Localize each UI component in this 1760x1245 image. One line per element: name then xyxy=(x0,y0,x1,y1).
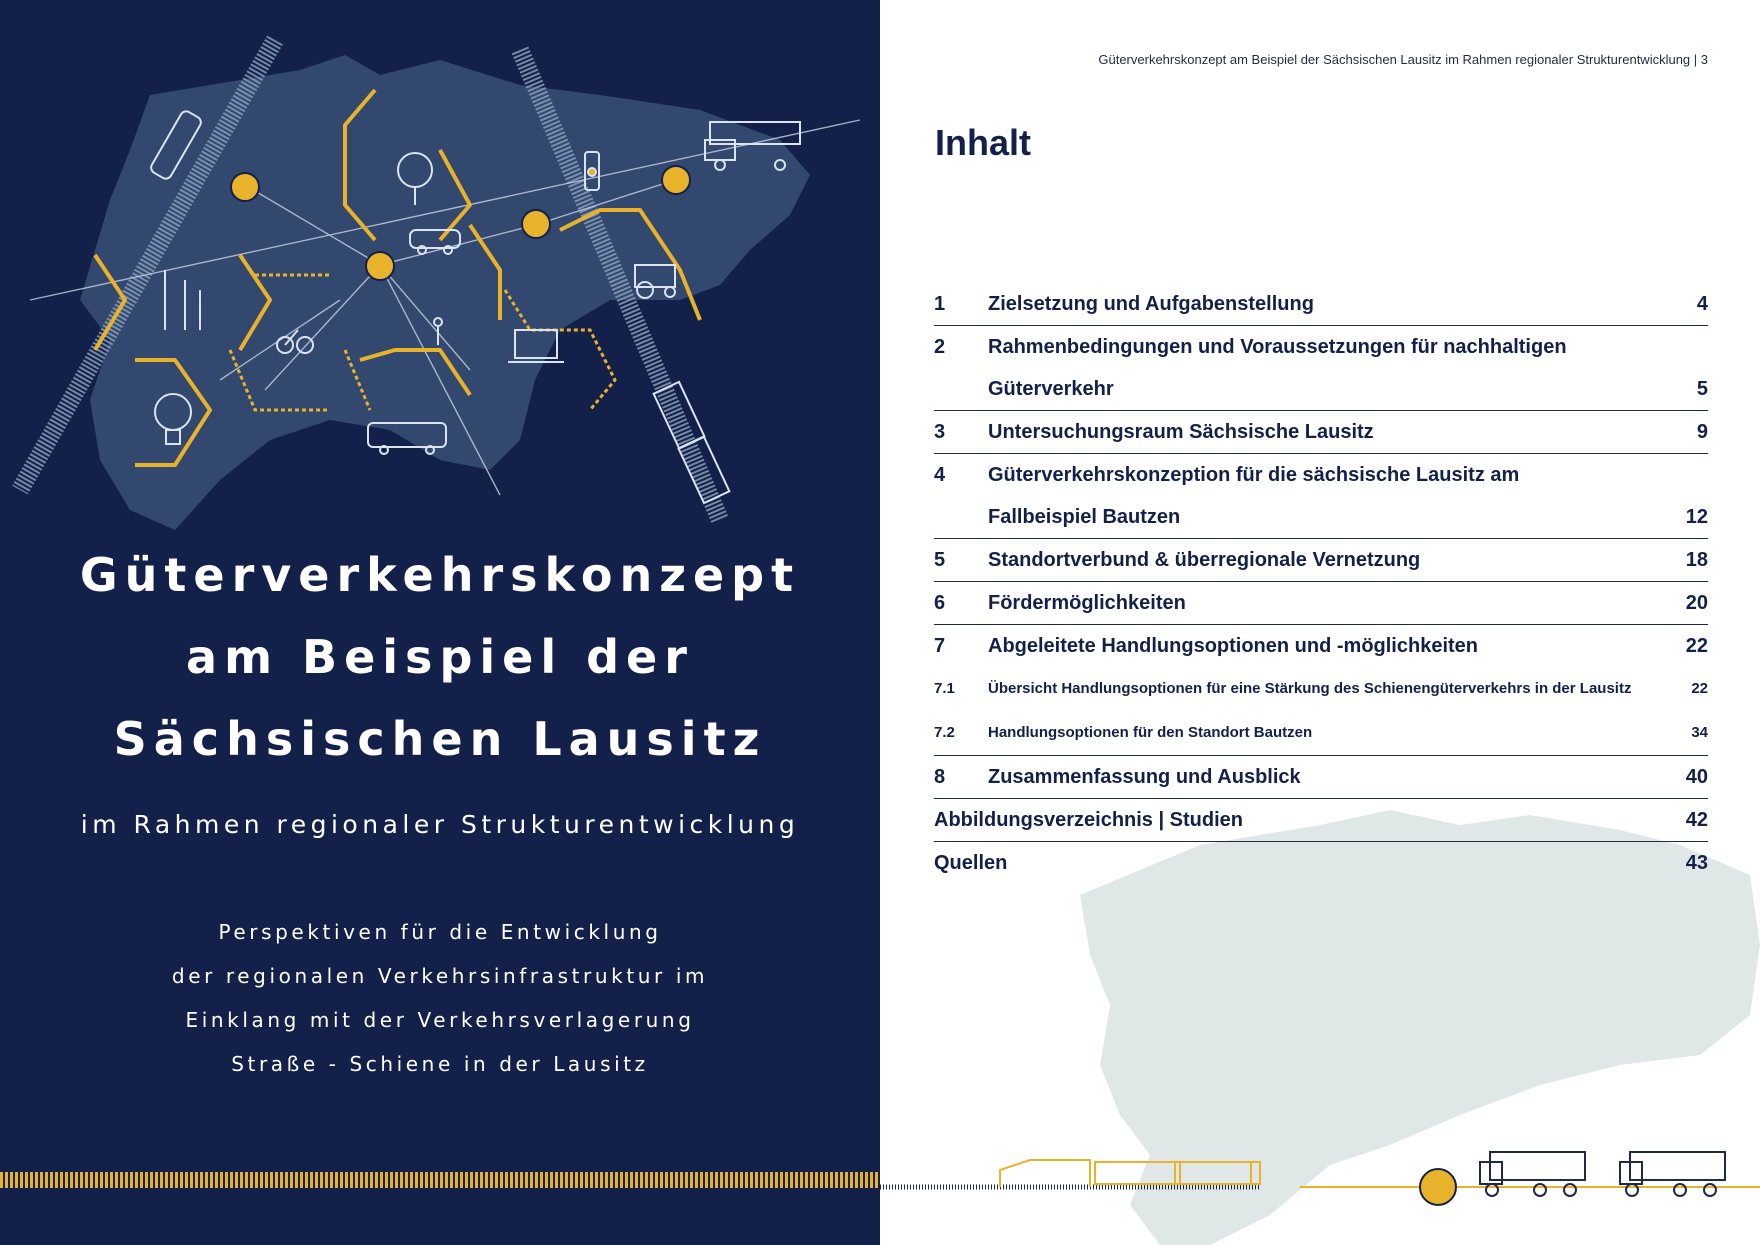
toc-entry-title: Rahmenbedingungen und Voraussetzungen für nachhaltigen Güterverkehr xyxy=(988,336,1567,400)
cover-perspective-line-3: Einklang mit der Verkehrsverlagerung xyxy=(185,1008,695,1032)
cover-perspective-line-4: Straße - Schiene in der Lausitz xyxy=(231,1052,649,1076)
toc-entry-title: Übersicht Handlungsoptionen für eine Stärkung des Schienengüterverkehrs in der Lausitz xyxy=(988,680,1632,697)
toc-entry[interactable] xyxy=(934,454,1708,539)
toc-entry-page: 5 xyxy=(1696,378,1708,400)
toc-entry-page: 42 xyxy=(1685,809,1708,831)
toc-entry[interactable] xyxy=(934,625,1708,667)
toc-entry[interactable] xyxy=(934,667,1708,711)
cover-subtitle: im Rahmen regionaler Strukturentwicklung xyxy=(80,810,800,839)
network-node-icon xyxy=(1420,1169,1456,1205)
toc-entry-title: Zusammenfassung und Ausblick xyxy=(988,766,1301,788)
toc-entry-title: Fördermöglichkeiten xyxy=(988,592,1186,614)
toc-entry-page: 20 xyxy=(1685,592,1708,614)
cover-title-line-1: Güterverkehrskonzept xyxy=(79,548,801,602)
toc-entry[interactable] xyxy=(934,326,1708,411)
toc-entry-page: 34 xyxy=(1691,724,1708,741)
toc-entry[interactable] xyxy=(934,756,1708,799)
toc-entry-title: Abgeleitete Handlungsoptionen und -möglichkeiten xyxy=(988,635,1479,657)
toc-entry-page: 12 xyxy=(1685,506,1708,528)
bottom-transport-illustration xyxy=(880,1140,1760,1220)
truck-icon xyxy=(1620,1152,1725,1196)
toc-entry-number: 8 xyxy=(934,766,946,788)
cover-title-line-2: am Beispiel der xyxy=(186,630,694,684)
running-header: Güterverkehrskonzept am Beispiel der Sächsischen Lausitz im Rahmen regionaler Strukturentwicklung | 3 xyxy=(1098,52,1708,67)
cover-perspective-line-1: Perspektiven für die Entwicklung xyxy=(218,920,662,944)
toc-entry-number: 5 xyxy=(934,549,946,571)
toc-entry-number: 7 xyxy=(934,635,946,657)
toc-entry-page: 22 xyxy=(1685,635,1708,657)
toc-entry-page: 40 xyxy=(1685,766,1708,788)
toc-title: Inhalt xyxy=(935,122,1031,163)
toc-entry[interactable] xyxy=(934,283,1708,326)
toc-entry-page: 18 xyxy=(1685,549,1708,571)
saxony-map-shape xyxy=(80,55,810,530)
cover-title-line-3: Sächsischen Lausitz xyxy=(113,712,767,766)
toc-entry[interactable] xyxy=(934,711,1708,756)
toc-entry[interactable] xyxy=(934,842,1708,884)
toc-entry-title: Handlungsoptionen für den Standort Bautzen xyxy=(988,724,1313,741)
truck-icon xyxy=(1480,1152,1585,1196)
toc-entry[interactable] xyxy=(934,539,1708,582)
toc-entry-title: Quellen xyxy=(934,852,1008,874)
toc-entry[interactable] xyxy=(934,799,1708,842)
toc-entry-page: 22 xyxy=(1691,680,1708,697)
toc-entry-page: 9 xyxy=(1696,421,1708,443)
freight-train-icon xyxy=(654,382,730,503)
table-of-contents xyxy=(934,283,1708,884)
cover-rail-stripe xyxy=(0,1172,880,1188)
toc-entry-title: Güterverkehrskonzeption für die sächsische Lausitz am Fallbeispiel Bautzen xyxy=(988,464,1520,528)
toc-entry-title: Standortverbund & überregionale Vernetzung xyxy=(988,549,1421,571)
toc-entry-number: 1 xyxy=(934,293,946,315)
toc-entry-title: Untersuchungsraum Sächsische Lausitz xyxy=(988,421,1374,443)
freight-train-icon xyxy=(1000,1160,1260,1187)
toc-entry-number: 2 xyxy=(934,336,946,358)
toc-entry-number: 7.1 xyxy=(934,680,955,697)
toc-entry-number: 6 xyxy=(934,592,946,614)
toc-entry-title: Zielsetzung und Aufgabenstellung xyxy=(988,293,1314,315)
toc-entry-number: 3 xyxy=(934,421,946,443)
toc-entry[interactable] xyxy=(934,411,1708,454)
toc-entry-title: Abbildungsverzeichnis | Studien xyxy=(934,809,1243,831)
toc-entry-number: 7.2 xyxy=(934,724,955,741)
toc-entry-page: 4 xyxy=(1696,293,1708,315)
toc-entry-number: 4 xyxy=(934,464,946,486)
cover-illustration xyxy=(0,0,880,560)
freight-wagon-icon xyxy=(1175,1162,1251,1184)
cover-perspective-line-2: der regionalen Verkehrsinfrastruktur im xyxy=(171,964,709,988)
toc-entry-page: 43 xyxy=(1685,852,1708,874)
toc-entry[interactable] xyxy=(934,582,1708,625)
